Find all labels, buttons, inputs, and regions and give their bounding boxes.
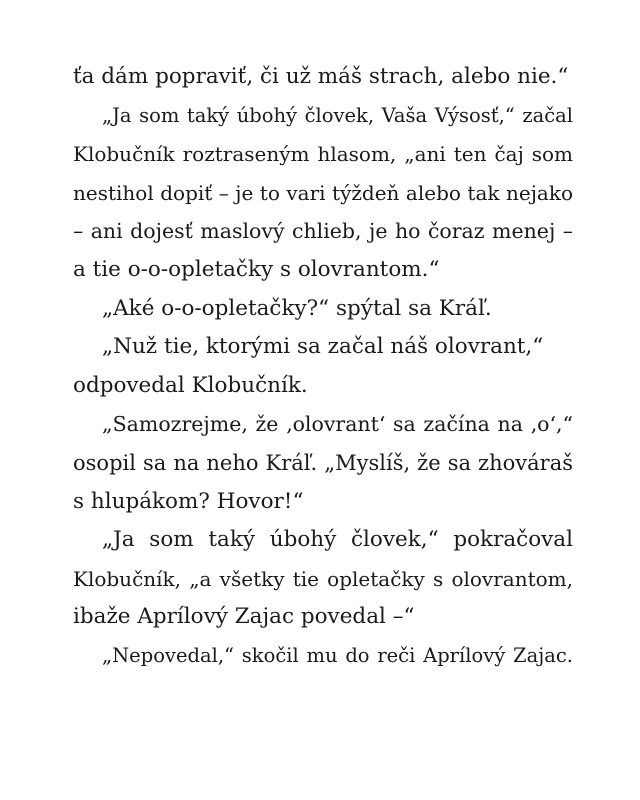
text-line: – ani dojesť maslový chlieb, je ho čoraz menej – [73, 219, 573, 244]
text-line: „Nuž tie, ktorými sa začal náš olovrant,“ [102, 334, 544, 360]
text-line: a tie o-o-opletačky s olovrantom.“ [73, 256, 440, 282]
text-line: „Aké o-o-opletačky?“ spýtal sa Kráľ. [102, 295, 492, 321]
text-line: „Nepovedal,“ skočil mu do reči Aprílový Zajac. [102, 643, 573, 667]
text-line: nestihol dopiť – je to vari týždeň alebo tak nejako [73, 180, 573, 205]
text-line: osopil sa na neho Kráľ. „Myslíš, že sa zhováraš [73, 450, 573, 475]
text-line: „Ja som taký úbohý človek, Vaša Výsosť,“ začal [102, 103, 573, 127]
text-line: Klobučník, „a všetky tie opletačky s olovrantom, [73, 566, 573, 591]
text-line: Klobučník roztraseným hlasom, „ani ten čaj som [73, 142, 573, 167]
text-line: ibaže Aprílový Zajac povedal –“ [73, 604, 415, 630]
text-line: s hlupákom? Hovor!“ [73, 488, 304, 514]
text-line: ťa dám popraviť, či už máš strach, alebo nie.“ [73, 64, 569, 89]
text-line: „Samozrejme, že ‚olovrant‘ sa začína na ‚o‘,“ [102, 412, 573, 437]
text-line: „Ja som taký úbohý človek,“ pokračoval [102, 527, 573, 553]
body-text [73, 58, 573, 676]
text-line: odpovedal Klobučník. [73, 372, 308, 398]
